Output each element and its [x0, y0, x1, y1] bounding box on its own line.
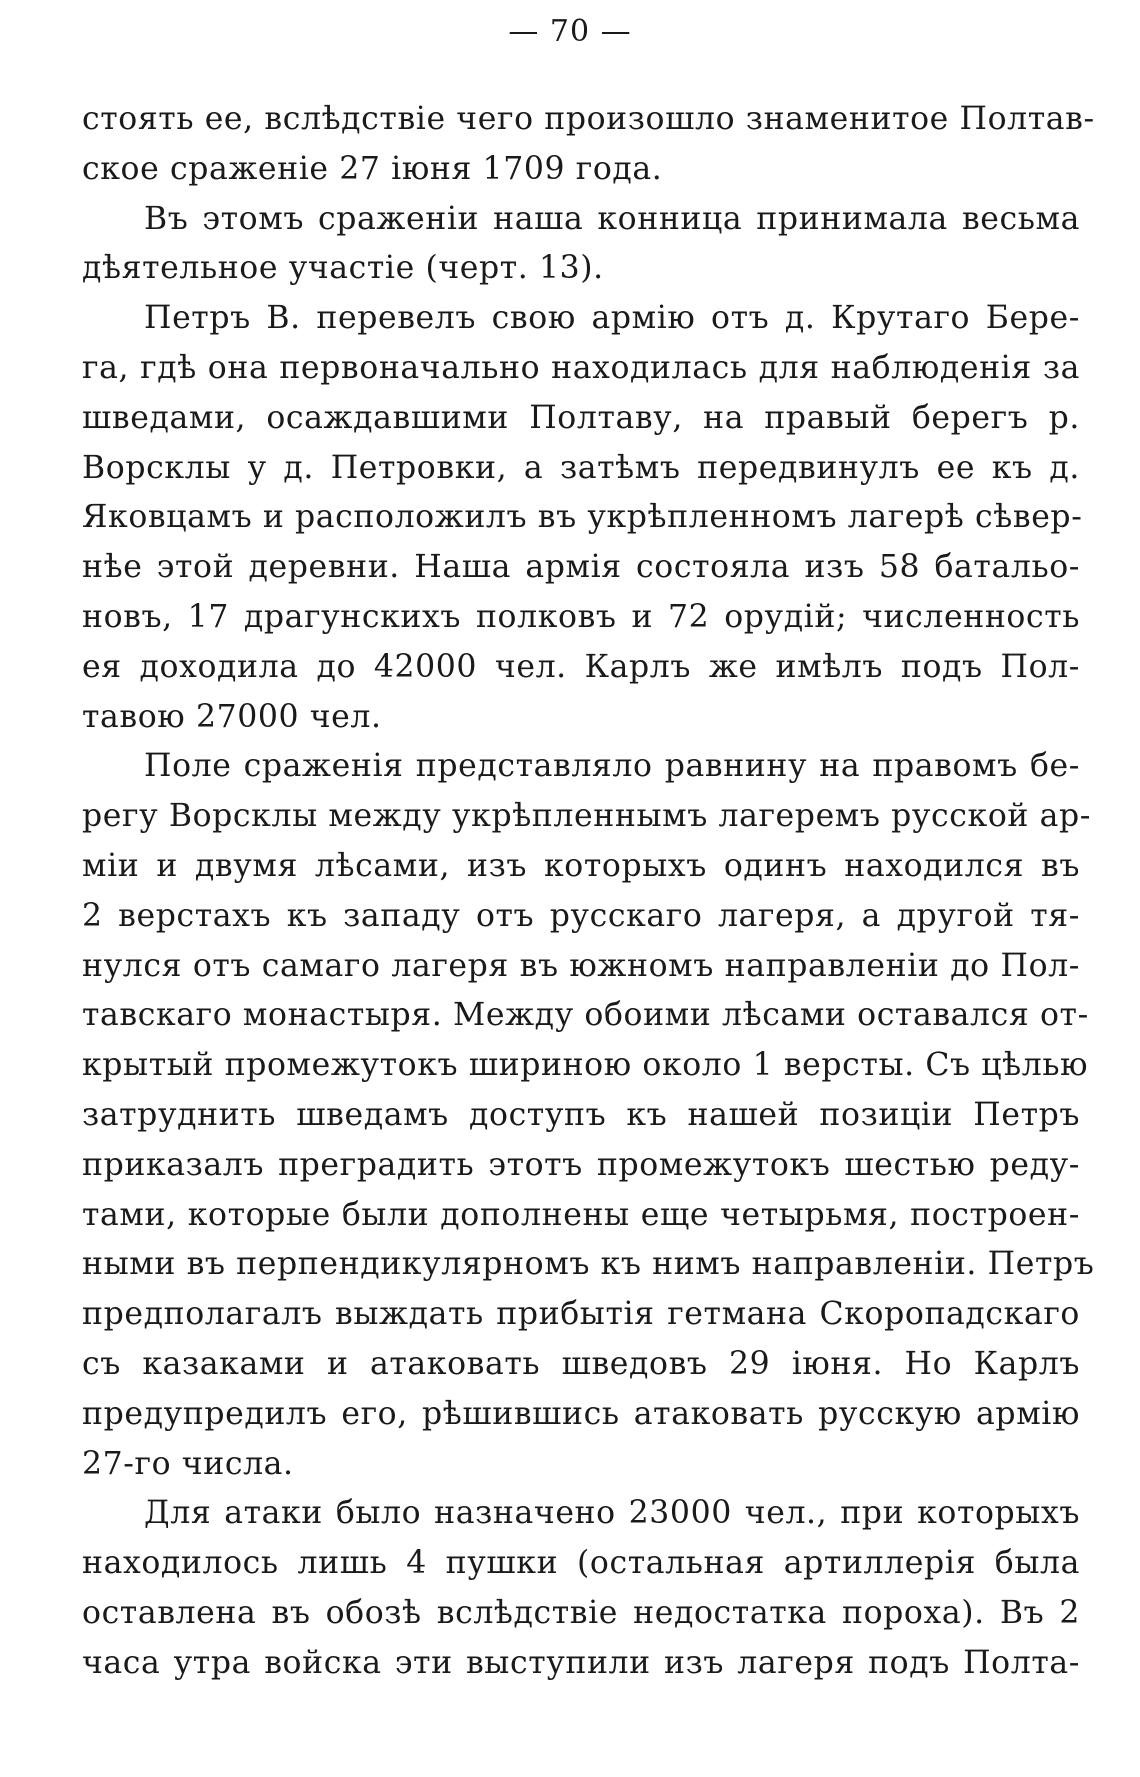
text-line: тавскаго монастыря. Между обоими лѣсами оставался от- [82, 997, 1089, 1034]
text-line: дѣятельное участіе (черт. 13). [82, 250, 604, 287]
text-line: 2 верстахъ къ западу отъ русскаго лагеря, а другой тя- [82, 897, 1080, 934]
text-line: оставлена въ обозѣ вслѣдствіе недостатка пороха). Въ 2 [82, 1594, 1080, 1631]
text-line: ея доходила до 42000 чел. Карлъ же имѣлъ подъ Пол- [82, 648, 1080, 685]
text-line: міи и двумя лѣсами, изъ которыхъ одинъ находился въ [82, 847, 1080, 884]
text-line: га, гдѣ она первоначально находилась для наблюденія за [82, 349, 1080, 386]
text-line: 27-го числа. [82, 1445, 294, 1482]
text-line: нулся отъ самаго лагеря въ южномъ направленіи до Пол- [82, 947, 1080, 984]
text-line: ское сраженіе 27 іюня 1709 года. [82, 150, 663, 187]
text-line: шведами, осаждавшими Полтаву, на правый берегъ р. [82, 399, 1080, 436]
text-line: тами, которые были дополнены еще четырьмя, построен- [82, 1196, 1080, 1233]
text-line: находилось лишь 4 пушки (остальная артиллерія была [82, 1545, 1080, 1582]
body-text [82, 95, 1095, 1689]
paragraph-3 [82, 294, 1083, 742]
paragraph-1 [82, 95, 1095, 195]
text-line: нѣе этой деревни. Наша армія состояла изъ 58 батальо- [82, 549, 1080, 586]
text-line: затруднить шведамъ доступъ къ нашей позиціи Петръ [82, 1096, 1080, 1133]
text-line: съ казаками и атаковать шведовъ 29 іюня. Но Карлъ [82, 1345, 1080, 1382]
text-line: Въ этомъ сраженіи наша конница принимала весьма [144, 200, 1080, 237]
text-line: Ворсклы у д. Петровки, а затѣмъ передвинулъ ее къ д. [82, 449, 1080, 486]
text-line: Петръ В. перевелъ свою армію отъ д. Крутаго Бере- [144, 300, 1080, 337]
paragraph-4 [82, 742, 1095, 1489]
paragraph-2 [82, 195, 1080, 295]
text-line: Для атаки было назначено 23000 чел., при которыхъ [144, 1495, 1080, 1532]
text-line: стоять ее, вслѣдствіе чего произошло знаменитое Полтав- [82, 101, 1095, 137]
text-line: новъ, 17 драгунскихъ полковъ и 72 орудій; численность [82, 598, 1080, 635]
text-line: приказалъ преградить этотъ промежутокъ шестью реду- [82, 1146, 1080, 1183]
text-line: крытый промежутокъ шириною около 1 версты. Съ цѣлью [82, 1047, 1089, 1084]
page-number: — 70 — [508, 14, 632, 49]
text-line: ными въ перпендикулярномъ къ нимъ направленіи. Петръ [82, 1246, 1095, 1283]
text-line: предполагалъ выждать прибытія гетмана Скоропадскаго [82, 1296, 1080, 1333]
text-line: часа утра войска эти выступили изъ лагеря подъ Полта- [82, 1644, 1080, 1681]
text-line: Поле сраженія представляло равнину на правомъ бе- [144, 748, 1080, 785]
text-line: Яковцамъ и расположилъ въ укрѣпленномъ лагерѣ сѣвер- [82, 499, 1083, 536]
text-line: тавою 27000 чел. [82, 698, 382, 735]
text-line: предупредилъ его, рѣшившись атаковать русскую армію [82, 1395, 1080, 1432]
text-line: регу Ворсклы между укрѣпленнымъ лагеремъ русской ар- [82, 798, 1091, 835]
paragraph-5 [82, 1489, 1080, 1688]
